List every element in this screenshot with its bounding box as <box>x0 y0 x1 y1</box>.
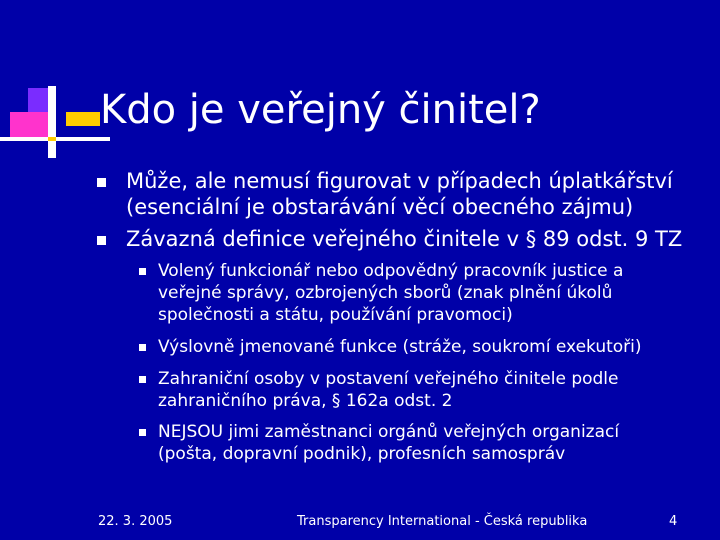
footer-page-number: 4 <box>669 514 678 529</box>
subbullet-marker <box>139 376 146 383</box>
bullet-1-line-1: Může, ale nemusí figurovat v případech úplatkářství <box>126 169 673 193</box>
subbullet-1-line-1: Volený funkcionář nebo odpovědný pracovník justice a <box>158 261 624 281</box>
bullet-2-line-1: Závazná definice veřejného činitele v § 89 odst. 9 TZ <box>126 227 683 251</box>
subbullet-4-line-2: (pošta, dopravní podnik), profesních samospráv <box>158 444 566 464</box>
subbullet-2-line-1: Výslovně jmenované funkce (stráže, soukromí exekutoři) <box>158 337 642 357</box>
bullet-1-line-2: (esenciální je obstarávání věcí obecného zájmu) <box>126 195 634 219</box>
footer-date: 22. 3. 2005 <box>98 514 173 529</box>
subbullet-marker <box>139 429 146 436</box>
slide-title: Kdo je veřejný činitel? <box>100 87 541 133</box>
subbullet-1-line-2: veřejné správy, ozbrojených sborů (znak plnění úkolů <box>158 283 613 303</box>
subbullet-marker <box>139 268 146 275</box>
bullet-marker <box>97 178 106 187</box>
footer-organization: Transparency International - Česká republika <box>297 514 588 529</box>
subbullet-1-line-3: společnosti a státu, používání pravomoci) <box>158 305 513 325</box>
bullet-marker <box>97 236 106 245</box>
subbullet-marker <box>139 344 146 351</box>
subbullet-3-line-2: zahraničního práva, § 162a odst. 2 <box>158 391 453 411</box>
subbullet-4-line-1: NEJSOU jimi zaměstnanci orgánů veřejných organizací <box>158 422 620 442</box>
subbullet-3-line-1: Zahraniční osoby v postavení veřejného činitele podle <box>158 369 619 389</box>
